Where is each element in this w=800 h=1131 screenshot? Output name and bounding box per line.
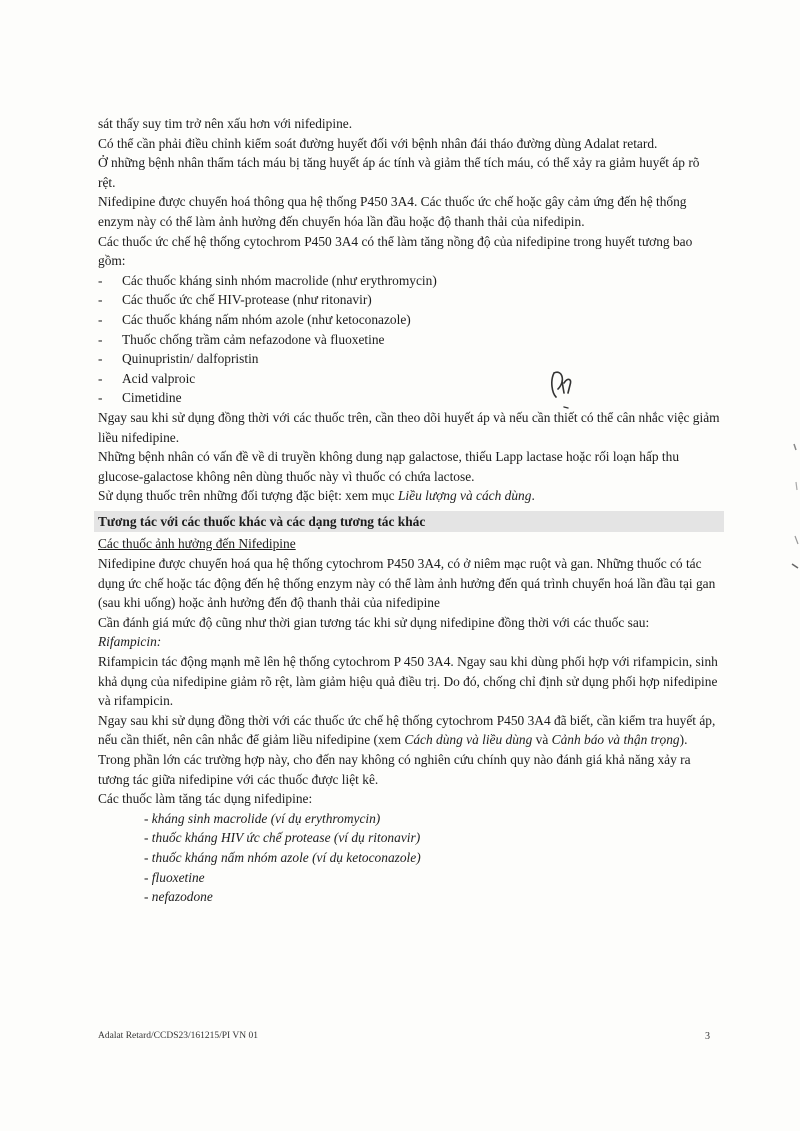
document-code: Adalat Retard/CCDS23/161215/PI VN 01 xyxy=(98,1031,259,1041)
special-use-text: Sử dụng thuốc trên những đối tượng đặc biệt: xem mục xyxy=(98,488,398,504)
paragraph: Rifampicin tác động mạnh mẽ lên hệ thống cytochrom P 450 3A4. Ngay sau khi dùng phối hợp với rifampicin, sinh khả dụng của nifedipine giảm rõ rệt, làm giảm hiệu quả điều trị. Do đó, chống chỉ định sử dụng phối hợp nifedipine và rifampicin. xyxy=(98,654,718,709)
punctuation: . xyxy=(531,488,535,504)
scan-edge-marks xyxy=(784,440,800,590)
paragraph: Ở những bệnh nhân thẩm tách máu bị tăng huyết áp ác tính và giảm thể tích máu, có thể xảy ra giảm huyết áp rõ rệt. xyxy=(98,155,700,190)
paragraph: Có thể cần phải điều chỉnh kiểm soát đường huyết đối với bệnh nhân đái tháo đường dùng Adalat retard. xyxy=(98,135,658,151)
list-item: - Cimetidine xyxy=(98,388,720,408)
increase-list xyxy=(98,809,720,907)
paragraph: Cần đánh giá mức độ cũng như thời gian tương tác khi sử dụng nifedipine đồng thời với các thuốc sau: xyxy=(98,614,650,630)
cross-reference: Cảnh báo và thận trọng xyxy=(551,732,680,748)
list-item: - Thuốc chống trầm cảm nefazodone và fluoxetine xyxy=(98,330,720,350)
paragraph: Những bệnh nhân có vấn đề về di truyền không dung nạp galactose, thiếu Lapp lactase hoặc rối loạn hấp thu glucose-galactose không nên dùng thuốc này vì thuốc có chứa lactose. xyxy=(98,449,680,484)
document-body xyxy=(98,114,720,907)
list-item: - Các thuốc ức chế HIV-protease (như ritonavir) xyxy=(98,290,720,310)
increase-heading: Các thuốc làm tăng tác dụng nifedipine: xyxy=(98,791,313,807)
inhibitor-list xyxy=(98,271,720,408)
list-item: - kháng sinh macrolide (ví dụ erythromycin) xyxy=(144,810,381,826)
page-number: 3 xyxy=(705,1031,710,1042)
list-item: - thuốc kháng HIV ức chế protease (ví dụ ritonavir) xyxy=(144,830,421,846)
cross-reference: Cách dùng và liều dùng xyxy=(404,732,533,748)
handwritten-initials xyxy=(546,363,582,411)
monitor-paragraph xyxy=(98,711,720,789)
paragraph: Ngay sau khi sử dụng đồng thời với các thuốc trên, cần theo dõi huyết áp và nếu cần thiết có thể cân nhắc việc giảm liều nifedipine. xyxy=(98,409,720,445)
list-item: - Các thuốc kháng nấm nhóm azole (như ketoconazole) xyxy=(98,310,720,330)
list-item: - Acid valproic xyxy=(98,369,720,389)
monitor-text: Ngay sau khi sử dụng đồng thời với các thuốc ức chế hệ thống cytochrom P450 3A4 đã biết, cần kiểm tra huyết áp, nếu cần thiết, nên cân nhắc để giảm liều nifedipine (xem xyxy=(98,712,716,748)
list-item: - nefazodone xyxy=(144,889,213,905)
monitor-text: ). Trong phần lớn các trường hợp này, cho đến nay không có nghiên cứu chính quy nào đánh giá khả năng xảy ra tương tác giữa nifedipine với các thuốc được liệt kê. xyxy=(98,732,691,787)
special-use-paragraph xyxy=(98,486,720,506)
paragraph: sát thấy suy tim trở nên xấu hơn với nifedipine. xyxy=(98,116,353,131)
conjunction: và xyxy=(532,732,552,748)
paragraph: Nifedipine được chuyển hoá qua hệ thống cytochrom P450 3A4, có ở niêm mạc ruột và gan. Những thuốc có tác dụng ức chế hoặc tác động đến hệ thống enzym này có thể làm ảnh hưởng đến quá trình chuyển hoá lần đầu tại gan (sau khi uống) hoặc ảnh hưởng đến độ thanh thải của nifedipine xyxy=(98,556,716,611)
list-item: - Quinupristin/ dalfopristin xyxy=(98,349,720,369)
list-item: - Các thuốc kháng sinh nhóm macrolide (như erythromycin) xyxy=(98,271,720,291)
rifampicin-heading: Rifampicin: xyxy=(98,634,162,650)
cross-reference: Liều lượng và cách dùng xyxy=(397,488,532,504)
list-item: - fluoxetine xyxy=(144,869,205,885)
paragraph: Các thuốc ức chế hệ thống cytochrom P450 3A4 có thể làm tăng nồng độ của nifedipine trong huyết tương bao gồm: xyxy=(98,233,693,269)
section-heading: Tương tác với các thuốc khác và các dạng tương tác khác xyxy=(94,511,724,533)
list-item: - thuốc kháng nấm nhóm azole (ví dụ ketoconazole) xyxy=(144,849,421,865)
subsection-heading: Các thuốc ảnh hưởng đến Nifedipine xyxy=(98,536,296,552)
paragraph: Nifedipine được chuyển hoá thông qua hệ thống P450 3A4. Các thuốc ức chế hoặc gây cảm ứng đến hệ thống enzym này có thể làm ảnh hưởng đến chuyển hóa lần đầu hoặc độ thanh thải của nifedipin. xyxy=(98,194,687,229)
